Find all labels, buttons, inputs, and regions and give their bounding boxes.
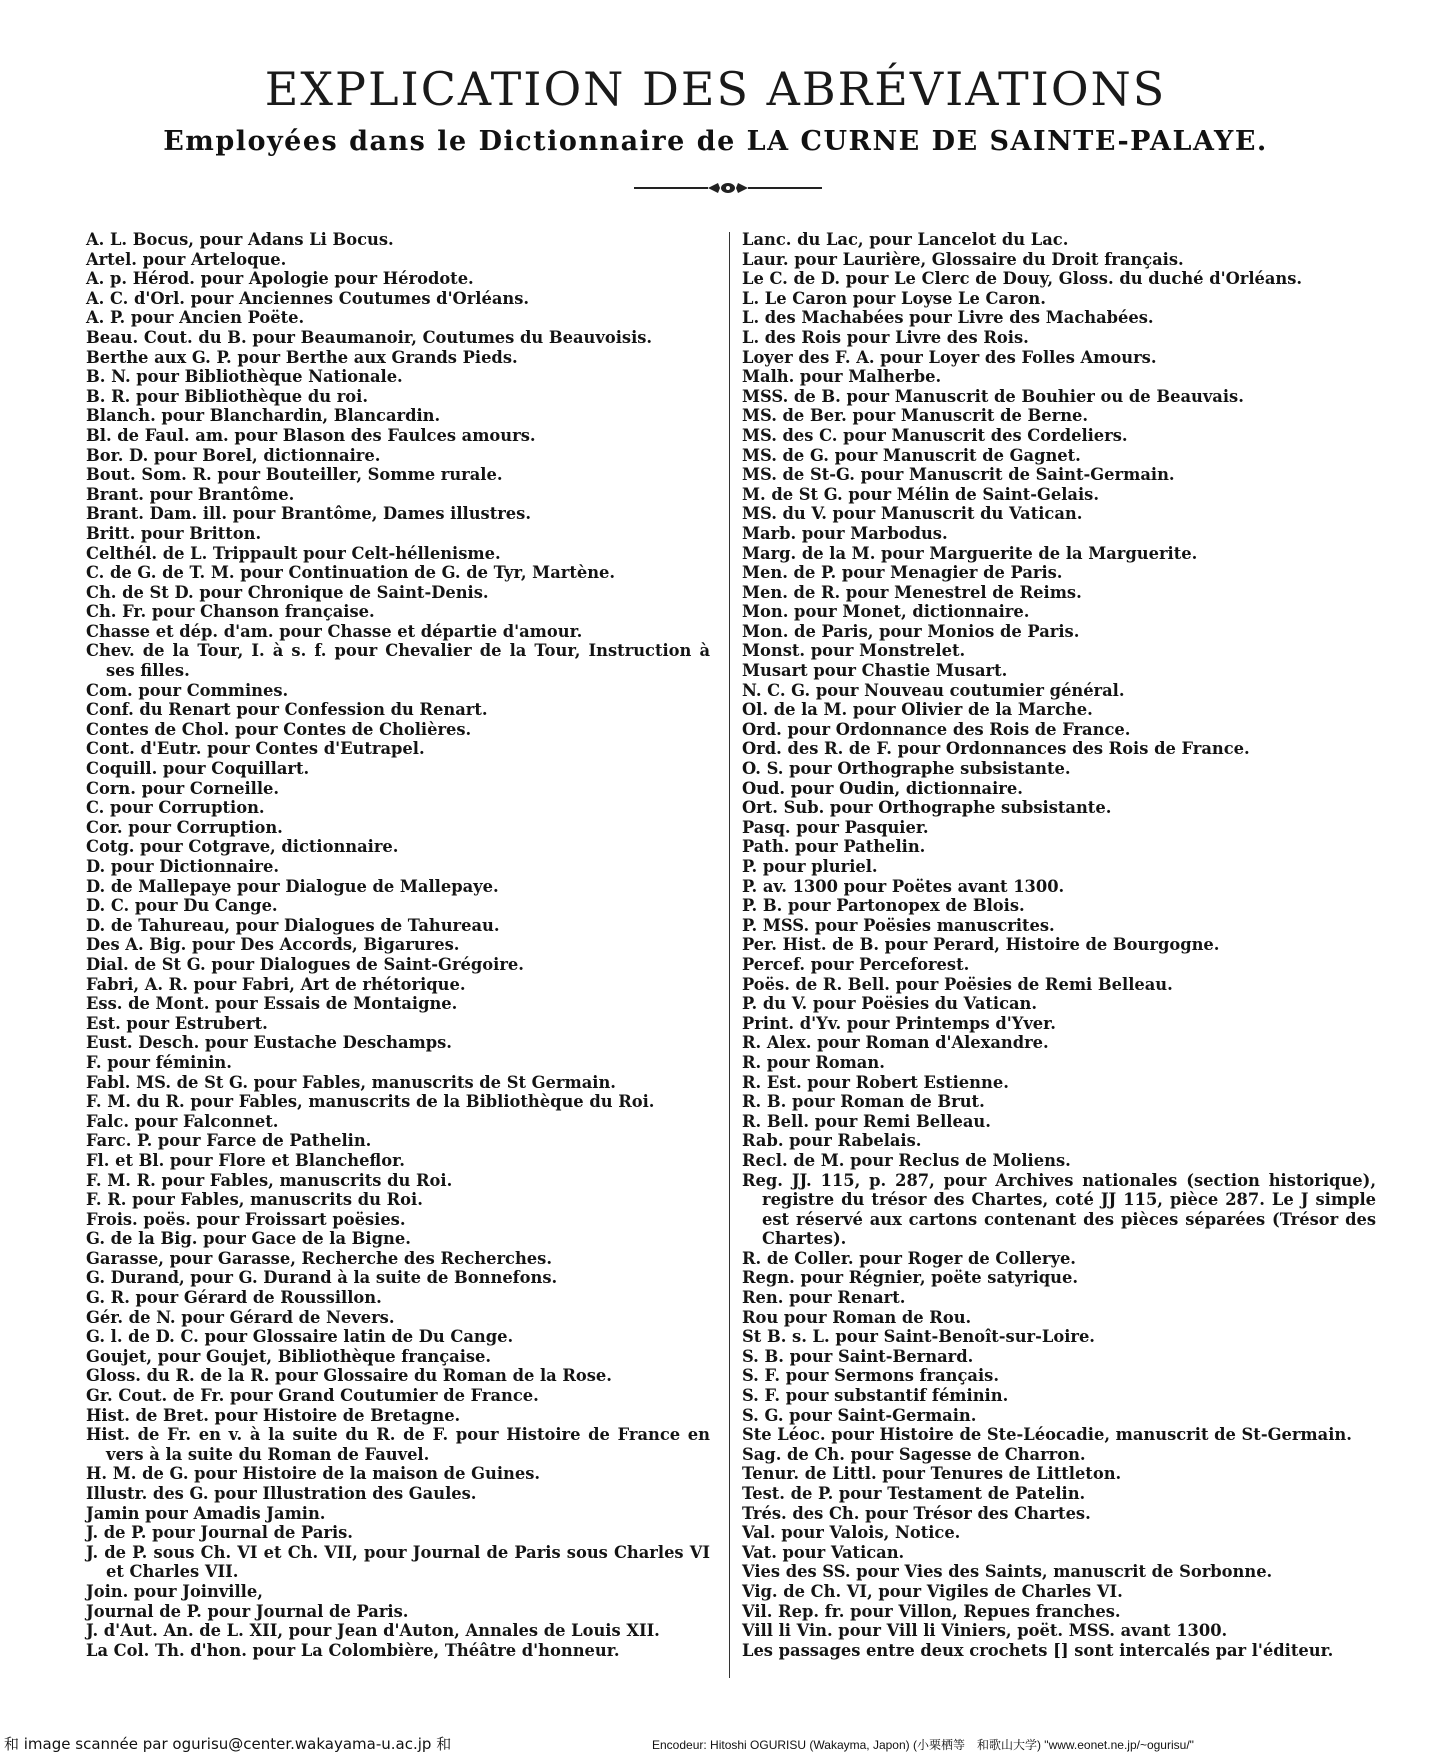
abbreviation-entry: Regn. pour Régnier, poëte satyrique. — [742, 1268, 1079, 1288]
abbreviation-entry: Corn. pour Corneille. — [86, 778, 280, 798]
abbreviation-entry: Blanch. pour Blanchardin, Blancardin. — [86, 406, 441, 426]
abbreviation-entry: Malh. pour Malherbe. — [742, 367, 942, 387]
abbreviation-entry: Hist. de Bret. pour Histoire de Bretagne. — [86, 1405, 461, 1425]
abbreviation-entry: Musart pour Chastie Musart. — [742, 661, 1008, 681]
abbreviation-entry: Path. pour Pathelin. — [742, 837, 926, 857]
abbreviation-entry: Les passages entre deux crochets [] sont intercalés par l'éditeur. — [742, 1640, 1334, 1660]
abbreviation-entry: Vies des SS. pour Vies des Saints, manuscrit de Sorbonne. — [742, 1562, 1273, 1582]
ornament-divider — [628, 176, 828, 200]
abbreviation-entry: B. N. pour Bibliothèque Nationale. — [86, 367, 403, 387]
abbreviation-entry: G. R. pour Gérard de Roussillon. — [86, 1288, 382, 1308]
abbreviation-entry: Print. d'Yv. pour Printemps d'Yver. — [742, 1013, 1056, 1033]
abbreviation-entry: G. de la Big. pour Gace de la Bigne. — [86, 1229, 411, 1249]
abbreviation-entry: Marg. de la M. pour Marguerite de la Marguerite. — [742, 543, 1198, 563]
abbreviation-entry: Artel. pour Arteloque. — [86, 249, 287, 269]
abbreviation-entry: S. B. pour Saint-Bernard. — [742, 1346, 974, 1366]
abbreviation-entry: Mon. pour Monet, dictionnaire. — [742, 602, 1030, 622]
abbreviation-entry: Beau. Cout. du B. pour Beaumanoir, Coutumes du Beauvoisis. — [86, 327, 653, 347]
abbreviation-entry: Cor. pour Corruption. — [86, 817, 283, 837]
abbreviation-entry: Gér. de N. pour Gérard de Nevers. — [86, 1307, 395, 1327]
abbreviation-entry: J. d'Aut. An. de L. XII, pour Jean d'Auton, Annales de Louis XII. — [86, 1621, 660, 1641]
abbreviation-entry: Ess. de Mont. pour Essais de Montaigne. — [86, 994, 458, 1014]
abbreviation-entry: Per. Hist. de B. pour Perard, Histoire de Bourgogne. — [742, 935, 1220, 955]
abbreviation-entry: Ord. pour Ordonnance des Rois de France. — [742, 719, 1131, 739]
abbreviation-entry: D. de Mallepaye pour Dialogue de Mallepaye. — [86, 876, 499, 896]
abbreviation-entry: Contes de Chol. pour Contes de Cholières. — [86, 719, 472, 739]
abbreviation-entry: Est. pour Estrubert. — [86, 1013, 268, 1033]
page-subtitle: Employées dans le Dictionnaire de LA CURNE DE SAINTE-PALAYE. — [163, 126, 1268, 157]
abbreviation-entry: MSS. de B. pour Manuscrit de Bouhier ou de Beauvais. — [742, 386, 1244, 406]
abbreviations-right-column — [742, 230, 1376, 1660]
abbreviation-entry: R. Alex. pour Roman d'Alexandre. — [742, 1033, 1049, 1053]
abbreviation-entry: Brant. Dam. ill. pour Brantôme, Dames illustres. — [86, 504, 531, 524]
abbreviation-entry: Gloss. du R. de la R. pour Glossaire du Roman de la Rose. — [86, 1366, 612, 1386]
abbreviation-entry: Le C. de D. pour Le Clerc de Douy, Gloss. du duché d'Orléans. — [742, 269, 1303, 289]
abbreviation-entry: Percef. pour Perceforest. — [742, 954, 970, 974]
abbreviation-entry: Coquill. pour Coquillart. — [86, 759, 310, 779]
abbreviation-entry: R. Est. pour Robert Estienne. — [742, 1072, 1009, 1092]
abbreviation-entry: Cotg. pour Cotgrave, dictionnaire. — [86, 837, 399, 857]
abbreviation-entry: Bl. de Faul. am. pour Blason des Faulces amours. — [86, 425, 536, 445]
abbreviation-entry: F. R. pour Fables, manuscrits du Roi. — [86, 1190, 423, 1210]
abbreviation-entry: A. P. pour Ancien Poëte. — [86, 308, 305, 328]
abbreviation-entry: Des A. Big. pour Des Accords, Bigarures. — [86, 935, 460, 955]
abbreviation-entry: Berthe aux G. P. pour Berthe aux Grands Pieds. — [86, 347, 518, 367]
abbreviation-entry: Com. pour Commines. — [86, 680, 289, 700]
abbreviation-entry: R. de Coller. pour Roger de Collerye. — [742, 1248, 1076, 1268]
abbreviation-entry: D. pour Dictionnaire. — [86, 857, 279, 876]
abbreviation-entry: Hist. de Fr. en v. à la suite du R. de F. pour Histoire de France en vers à la suite du Roman de Fauvel. — [86, 1425, 710, 1464]
abbreviation-entry: Fl. et Bl. pour Flore et Blancheflor. — [86, 1150, 405, 1170]
abbreviation-entry: Mon. de Paris, pour Monios de Paris. — [742, 621, 1080, 641]
abbreviation-entry: MS. des C. pour Manuscrit des Cordeliers. — [742, 425, 1128, 445]
abbreviation-entry: Ren. pour Renart. — [742, 1288, 906, 1308]
abbreviation-entry: Test. de P. pour Testament de Patelin. — [742, 1484, 1086, 1503]
abbreviation-entry: Frois. poës. pour Froissart poësies. — [86, 1209, 406, 1229]
abbreviation-entry: P. pour pluriel. — [742, 857, 878, 876]
abbreviation-entry: Chev. de la Tour, I. à s. f. pour Chevalier de la Tour, Instruction à ses filles. — [86, 641, 710, 681]
abbreviations-left-column — [86, 230, 710, 1660]
abbreviation-entry: Laur. pour Laurière, Glossaire du Droit français. — [742, 249, 1184, 269]
abbreviation-entry: F. M. du R. pour Fables, manuscrits de la Bibliothèque du Roi. — [86, 1092, 655, 1112]
abbreviation-entry: H. M. de G. pour Histoire de la maison de Guines. — [86, 1464, 541, 1484]
abbreviation-entry: F. M. R. pour Fables, manuscrits du Roi. — [86, 1170, 453, 1190]
abbreviation-entry: L. des Rois pour Livre des Rois. — [742, 327, 1029, 347]
abbreviation-entry: P. MSS. pour Poësies manuscrites. — [742, 915, 1055, 935]
abbreviation-entry: Celthél. de L. Trippault pour Celt-héllenisme. — [86, 543, 501, 563]
abbreviation-entry: N. C. G. pour Nouveau coutumier général. — [742, 680, 1125, 700]
scan-credit: 和 image scannée par ogurisu@center.wakayama-u.ac.jp 和 — [4, 1735, 452, 1753]
abbreviation-entry: P. av. 1300 pour Poëtes avant 1300. — [742, 876, 1065, 896]
abbreviation-entry: Gr. Cout. de Fr. pour Grand Coutumier de France. — [86, 1386, 539, 1406]
abbreviation-entry: Lanc. du Lac, pour Lancelot du Lac. — [742, 230, 1069, 249]
abbreviation-entry: Fabl. MS. de St G. pour Fables, manuscrits de St Germain. — [86, 1072, 616, 1092]
abbreviation-entry: Britt. pour Britton. — [86, 523, 262, 543]
abbreviation-entry: St B. s. L. pour Saint-Benoît-sur-Loire. — [742, 1327, 1095, 1347]
abbreviation-entry: A. p. Hérod. pour Apologie pour Hérodote. — [86, 269, 474, 289]
abbreviation-entry: M. de St G. pour Mélin de Saint-Gelais. — [742, 484, 1099, 504]
abbreviation-entry: R. B. pour Roman de Brut. — [742, 1092, 985, 1112]
abbreviation-entry: Farc. P. pour Farce de Pathelin. — [86, 1131, 372, 1151]
abbreviation-entry: Marb. pour Marbodus. — [742, 523, 948, 543]
abbreviation-entry: P. B. pour Partonopex de Blois. — [742, 896, 1025, 916]
abbreviation-entry: G. Durand, pour G. Durand à la suite de Bonnefons. — [86, 1268, 558, 1288]
abbreviation-entry: Dial. de St G. pour Dialogues de Saint-Grégoire. — [86, 954, 524, 974]
encoder-credit: Encodeur: Hitoshi OGURISU (Wakayma, Japon) (小栗栖等 和歌山大学) "www.eonet.ne.jp/~ogurisu/" — [652, 1738, 1194, 1752]
abbreviation-entry: Journal de P. pour Journal de Paris. — [86, 1601, 409, 1621]
abbreviation-entry: Falc. pour Falconnet. — [86, 1111, 279, 1131]
abbreviation-entry: C. de G. de T. M. pour Continuation de G. de Tyr, Martène. — [86, 563, 616, 583]
abbreviation-entry: D. C. pour Du Cange. — [86, 896, 278, 916]
abbreviation-entry: Ste Léoc. pour Histoire de Ste-Léocadie, manuscrit de St-Germain. — [742, 1425, 1352, 1445]
abbreviation-entry: B. R. pour Bibliothèque du roi. — [86, 386, 368, 406]
abbreviation-entry: Rou pour Roman de Rou. — [742, 1307, 972, 1327]
abbreviation-entry: F. pour féminin. — [86, 1052, 232, 1072]
abbreviation-entry: Reg. JJ. 115, p. 287, pour Archives nationales (section historique), registre du trésor des Chartes, coté JJ 115, pièce 287. Le J simple est réservé aux cartons contenant des pièces séparées (Trésor des Chartes). — [742, 1170, 1376, 1249]
abbreviation-entry: D. de Tahureau, pour Dialogues de Tahureau. — [86, 915, 500, 935]
abbreviation-entry: Ol. de la M. pour Olivier de la Marche. — [742, 700, 1093, 720]
abbreviation-entry: Tenur. de Littl. pour Tenures de Littleton. — [742, 1464, 1122, 1484]
abbreviation-entry: Vat. pour Vatican. — [742, 1542, 905, 1562]
abbreviation-entry: Vil. Rep. fr. pour Villon, Repues franches. — [742, 1601, 1121, 1621]
abbreviation-entry: A. C. d'Orl. pour Anciennes Coutumes d'Orléans. — [86, 288, 530, 308]
abbreviation-entry: J. de P. sous Ch. VI et Ch. VII, pour Journal de Paris sous Charles VI et Charles VII. — [86, 1542, 710, 1582]
abbreviation-entry: Pasq. pour Pasquier. — [742, 817, 929, 837]
column-divider — [729, 232, 730, 1678]
abbreviation-entry: J. de P. pour Journal de Paris. — [86, 1523, 353, 1543]
abbreviation-entry: S. F. pour Sermons français. — [742, 1366, 1000, 1386]
abbreviation-entry: Trés. des Ch. pour Trésor des Chartes. — [742, 1503, 1091, 1523]
abbreviation-entry: Men. de P. pour Menagier de Paris. — [742, 563, 1063, 583]
abbreviation-entry: Cont. d'Eutr. pour Contes d'Eutrapel. — [86, 739, 425, 759]
abbreviation-entry: R. Bell. pour Remi Belleau. — [742, 1111, 991, 1131]
abbreviation-entry: G. l. de D. C. pour Glossaire latin de Du Cange. — [86, 1327, 514, 1347]
abbreviation-entry: Eust. Desch. pour Eustache Deschamps. — [86, 1033, 452, 1053]
abbreviation-entry: Bout. Som. R. pour Bouteiller, Somme rurale. — [86, 465, 503, 485]
abbreviation-entry: Illustr. des G. pour Illustration des Gaules. — [86, 1484, 477, 1503]
abbreviation-entry: Goujet, pour Goujet, Bibliothèque française. — [86, 1346, 492, 1366]
abbreviation-entry: Sag. de Ch. pour Sagesse de Charron. — [742, 1444, 1086, 1464]
abbreviation-entry: L. Le Caron pour Loyse Le Caron. — [742, 288, 1046, 308]
abbreviation-entry: Vig. de Ch. VI, pour Vigiles de Charles VI. — [742, 1581, 1123, 1601]
abbreviation-entry: Ord. des R. de F. pour Ordonnances des Rois de France. — [742, 739, 1250, 759]
abbreviation-entry: P. du V. pour Poësies du Vatican. — [742, 994, 1038, 1014]
abbreviation-entry: Jamin pour Amadis Jamin. — [86, 1503, 326, 1523]
abbreviation-entry: Conf. du Renart pour Confession du Renart. — [86, 700, 488, 720]
abbreviation-entry: Fabri, A. R. pour Fabri, Art de rhétorique. — [86, 974, 466, 994]
abbreviation-entry: Chasse et dép. d'am. pour Chasse et départie d'amour. — [86, 621, 583, 641]
abbreviation-entry: Ch. de St D. pour Chronique de Saint-Denis. — [86, 582, 489, 602]
abbreviation-entry: Monst. pour Monstrelet. — [742, 641, 966, 661]
abbreviation-entry: Rab. pour Rabelais. — [742, 1131, 922, 1151]
abbreviation-entry: Oud. pour Oudin, dictionnaire. — [742, 778, 1023, 798]
abbreviation-entry: Garasse, pour Garasse, Recherche des Recherches. — [86, 1248, 552, 1268]
abbreviation-entry: MS. de St-G. pour Manuscrit de Saint-Germain. — [742, 465, 1175, 485]
abbreviation-entry: Brant. pour Brantôme. — [86, 484, 295, 504]
abbreviation-entry: La Col. Th. d'hon. pour La Colombière, Théâtre d'honneur. — [86, 1640, 620, 1660]
abbreviation-entry: Men. de R. pour Menestrel de Reims. — [742, 582, 1082, 602]
abbreviation-entry: S. F. pour substantif féminin. — [742, 1386, 1009, 1406]
abbreviation-entry: L. des Machabées pour Livre des Machabées. — [742, 308, 1154, 328]
abbreviation-entry: Poës. de R. Bell. pour Poësies de Remi Belleau. — [742, 974, 1173, 994]
abbreviation-entry: Recl. de M. pour Reclus de Moliens. — [742, 1150, 1071, 1170]
abbreviation-entry: Loyer des F. A. pour Loyer des Folles Amours. — [742, 347, 1157, 367]
abbreviation-entry: MS. de Ber. pour Manuscrit de Berne. — [742, 406, 1089, 426]
abbreviation-entry: O. S. pour Orthographe subsistante. — [742, 759, 1071, 779]
abbreviation-entry: Bor. D. pour Borel, dictionnaire. — [86, 445, 381, 465]
abbreviation-entry: C. pour Corruption. — [86, 798, 265, 818]
page-title: EXPLICATION DES ABRÉVIATIONS — [264, 62, 1167, 116]
abbreviation-entry: S. G. pour Saint-Germain. — [742, 1405, 977, 1425]
abbreviation-entry: Ort. Sub. pour Orthographe subsistante. — [742, 798, 1112, 818]
abbreviation-entry: Join. pour Joinville, — [86, 1581, 263, 1601]
abbreviation-entry: MS. de G. pour Manuscrit de Gagnet. — [742, 445, 1081, 465]
abbreviation-entry: Vill li Vin. pour Vill li Viniers, poët. MSS. avant 1300. — [742, 1621, 1228, 1641]
abbreviation-entry: MS. du V. pour Manuscrit du Vatican. — [742, 504, 1083, 524]
abbreviation-entry: Ch. Fr. pour Chanson française. — [86, 602, 375, 622]
abbreviation-entry: R. pour Roman. — [742, 1052, 885, 1072]
abbreviation-entry: Val. pour Valois, Notice. — [742, 1523, 961, 1543]
abbreviation-entry: A. L. Bocus, pour Adans Li Bocus. — [86, 230, 394, 249]
